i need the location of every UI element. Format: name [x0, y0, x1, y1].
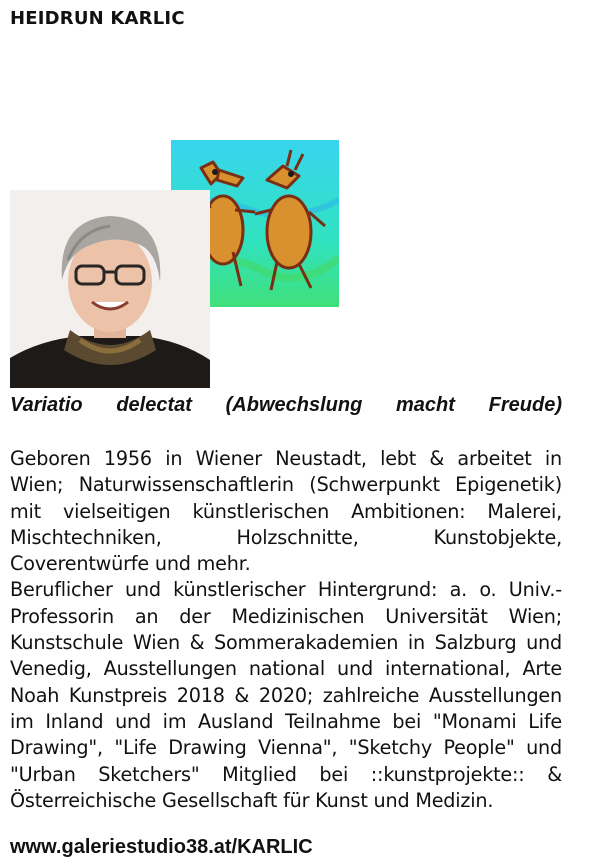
bio-paragraph-2: Beruflicher und künstlerischer Hintergrund: a. o. Univ.-Professorin an der Medizinischen Universität Wien; Kunstschule Wien & Sommerakademien in Salzburg und Venedig, Ausstellungen national und international, Arte Noah Kunstpreis 2018 & 2020; zahlreiche Ausstellungen im Inland und im Ausland Teilnahme bei "Monami Life Drawing", "Life Drawing Vienna", "Sketchy People" und "Urban Sketchers" Mitglied bei ::kunstprojekte:: & Österreichische Gesellschaft für Kunst und Medizin. — [10, 578, 562, 812]
artist-images — [10, 140, 340, 388]
motto-quote: Variatio delectat (Abwechslung macht Freude) — [10, 394, 562, 416]
website-link[interactable]: www.galeriestudio38.at/KARLIC — [10, 836, 313, 858]
biography — [10, 446, 562, 814]
bio-paragraph-1: Geboren 1956 in Wiener Neustadt, lebt & arbeitet in Wien; Naturwissenschaftlerin (Schwerpunkt Epigenetik) mit vielseitigen künstlerischen Ambitionen: Malerei, Mischtechniken, Holzschnitte, Kunstobjekte, Coverentwürfe und mehr. — [10, 447, 562, 576]
artist-name: HEIDRUN KARLIC — [10, 8, 185, 29]
portrait-photo — [10, 190, 210, 388]
